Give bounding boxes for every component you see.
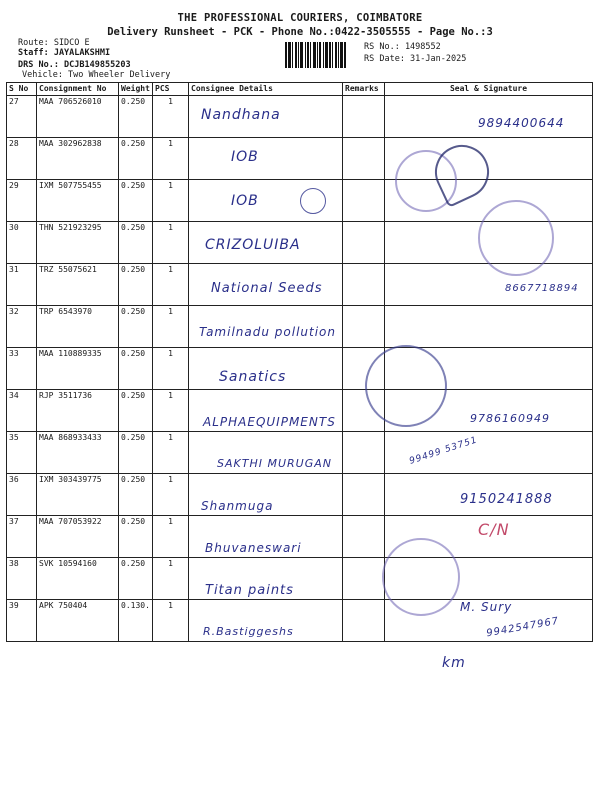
consignee	[189, 390, 343, 432]
col-sno: S No	[7, 83, 37, 96]
seal-signature	[385, 306, 593, 348]
pcs: 1	[153, 432, 189, 474]
remarks	[343, 474, 385, 516]
company-seal-stamp	[382, 538, 460, 616]
sno: 30	[7, 222, 37, 264]
pcs: 1	[153, 600, 189, 642]
remarks	[343, 96, 385, 138]
consignee-handwriting: Titan paints	[205, 583, 294, 598]
pcs: 1	[153, 180, 189, 222]
sno: 36	[7, 474, 37, 516]
signature-handwriting: M. Sury	[460, 600, 513, 614]
sno: 37	[7, 516, 37, 558]
remarks	[343, 432, 385, 474]
sno: 32	[7, 306, 37, 348]
remarks	[343, 138, 385, 180]
weight: 0.250	[119, 138, 153, 180]
consignment-no: THN 521923295	[37, 222, 119, 264]
consignment-no: MAA 707053922	[37, 516, 119, 558]
remarks	[343, 558, 385, 600]
weight: 0.250	[119, 306, 153, 348]
sno: 29	[7, 180, 37, 222]
consignment-no: MAA 302962838	[37, 138, 119, 180]
consignee	[189, 348, 343, 390]
consignee	[189, 264, 343, 306]
vehicle-label: Vehicle: Two Wheeler Delivery	[22, 70, 171, 80]
phone-handwriting: 8667718894	[505, 283, 579, 294]
route-label: Route: SIDCO E	[18, 38, 90, 48]
consignee-handwriting: Tamilnadu pollution	[199, 325, 336, 339]
weight: 0.250	[119, 96, 153, 138]
pcs: 1	[153, 138, 189, 180]
consignee-handwriting: National Seeds	[211, 281, 323, 296]
table-row	[7, 138, 593, 180]
seal-signature	[385, 432, 593, 474]
phone-handwriting: 9894400644	[478, 116, 565, 130]
consignee	[189, 558, 343, 600]
pcs: 1	[153, 474, 189, 516]
weight: 0.250	[119, 516, 153, 558]
sno: 33	[7, 348, 37, 390]
runsheet-table	[6, 82, 593, 642]
pcs: 1	[153, 516, 189, 558]
weight: 0.250	[119, 474, 153, 516]
pcs: 1	[153, 558, 189, 600]
consignment-no: TRP 6543970	[37, 306, 119, 348]
phone-handwriting: 9786160949	[470, 412, 550, 425]
consignment-no: MAA 868933433	[37, 432, 119, 474]
remarks	[343, 264, 385, 306]
consignee	[189, 96, 343, 138]
phone-handwriting: 99499 53751	[408, 435, 479, 467]
pcs: 1	[153, 96, 189, 138]
consignee-handwriting: Nandhana	[201, 107, 281, 123]
remarks	[343, 222, 385, 264]
staff-label: Staff: JAYALAKSHMI	[18, 48, 111, 58]
table-header-row	[7, 83, 593, 96]
phone-handwriting: 9942547967	[485, 615, 561, 640]
weight: 0.250	[119, 432, 153, 474]
consignment-no: TRZ 55075621	[37, 264, 119, 306]
red-mark-handwriting: C/N	[478, 520, 510, 539]
sno: 28	[7, 138, 37, 180]
consignee	[189, 222, 343, 264]
consignee	[189, 306, 343, 348]
consignee-handwriting: R.Bastiggeshs	[203, 625, 294, 638]
col-consignment: Consignment No	[37, 83, 119, 96]
circled-mark	[300, 188, 326, 214]
consignee	[189, 600, 343, 642]
pcs: 1	[153, 222, 189, 264]
col-consignee: Consignee Details	[189, 83, 343, 96]
consignee-handwriting: Sanatics	[219, 369, 287, 385]
sno: 35	[7, 432, 37, 474]
consignment-no: IXM 303439775	[37, 474, 119, 516]
rs-number: RS No.: 1498552	[364, 42, 441, 52]
table-row	[7, 348, 593, 390]
sno: 34	[7, 390, 37, 432]
rs-date: RS Date: 31-Jan-2025	[364, 54, 467, 64]
table-row	[7, 390, 593, 432]
consignee	[189, 138, 343, 180]
consignment-no: SVK 10594160	[37, 558, 119, 600]
weight: 0.250	[119, 348, 153, 390]
col-pcs: PCS	[153, 83, 189, 96]
consignee-handwriting: CRIZOLUIBA	[205, 237, 301, 253]
pcs: 1	[153, 264, 189, 306]
consignee	[189, 474, 343, 516]
sno: 27	[7, 96, 37, 138]
consignee-handwriting: IOB	[231, 193, 259, 209]
consignment-no: IXM 507755455	[37, 180, 119, 222]
remarks	[343, 600, 385, 642]
sno: 38	[7, 558, 37, 600]
sno: 31	[7, 264, 37, 306]
consignee	[189, 432, 343, 474]
consignment-no: APK 750404	[37, 600, 119, 642]
drs-number: DRS No.: DCJB149855203	[18, 60, 131, 70]
consignment-no: RJP 3511736	[37, 390, 119, 432]
pcs: 1	[153, 390, 189, 432]
table-row	[7, 432, 593, 474]
consignee-handwriting: Shanmuga	[201, 499, 274, 513]
initials-handwriting: km	[442, 655, 466, 671]
remarks	[343, 180, 385, 222]
pcs: 1	[153, 348, 189, 390]
remarks	[343, 306, 385, 348]
consignment-no: MAA 706526010	[37, 96, 119, 138]
col-remarks: Remarks	[343, 83, 385, 96]
company-seal-stamp	[478, 200, 554, 276]
consignee	[189, 516, 343, 558]
col-seal: Seal & Signature	[385, 83, 593, 96]
remarks	[343, 516, 385, 558]
runsheet-subtitle: Delivery Runsheet - PCK - Phone No.:0422-3505555 - Page No.:3	[107, 26, 493, 38]
sno: 39	[7, 600, 37, 642]
consignment-no: MAA 110889335	[37, 348, 119, 390]
col-weight: Weight	[119, 83, 153, 96]
table-row	[7, 558, 593, 600]
consignee-handwriting: SAKTHI MURUGAN	[217, 457, 332, 470]
weight: 0.250	[119, 558, 153, 600]
table-row	[7, 306, 593, 348]
pcs: 1	[153, 306, 189, 348]
phone-handwriting: 9150241888	[460, 492, 553, 507]
weight: 0.130.	[119, 600, 153, 642]
barcode	[285, 42, 355, 68]
company-title: THE PROFESSIONAL COURIERS, COIMBATORE	[177, 12, 423, 24]
company-seal-stamp	[365, 345, 447, 427]
consignee-handwriting: Bhuvaneswari	[205, 541, 302, 555]
weight: 0.250	[119, 390, 153, 432]
consignee-handwriting: ALPHAEQUIPMENTS	[203, 415, 336, 429]
weight: 0.250	[119, 222, 153, 264]
weight: 0.250	[119, 180, 153, 222]
consignee-handwriting: IOB	[231, 149, 259, 165]
weight: 0.250	[119, 264, 153, 306]
